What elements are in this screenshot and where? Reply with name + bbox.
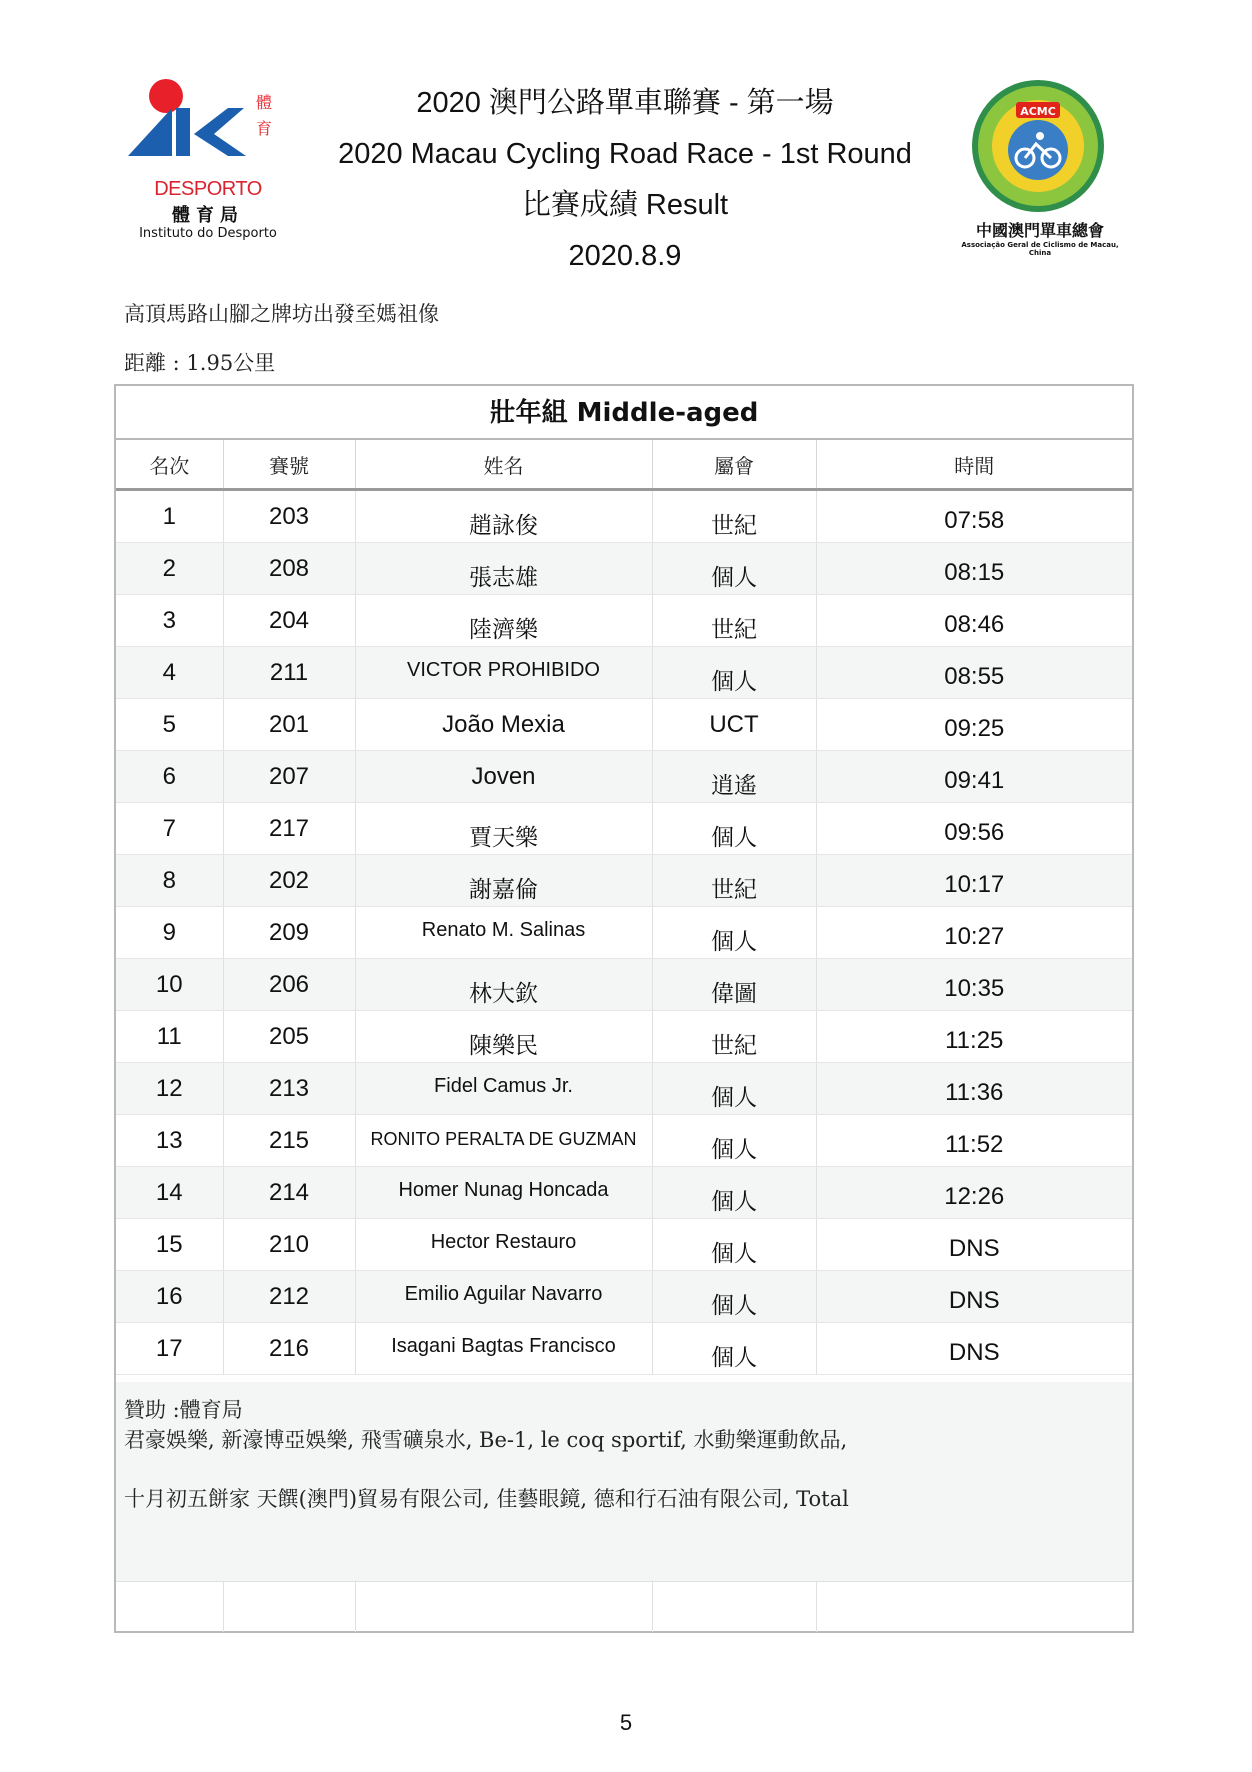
acmc-name-cn: 中國澳門單車總會	[975, 221, 1104, 240]
cell-time: 11:52	[816, 1115, 1132, 1167]
cell-time: 10:35	[816, 959, 1132, 1011]
desporto-logo	[128, 78, 288, 243]
empty-table-row	[116, 1581, 1132, 1632]
cell-club: 世紀	[652, 595, 816, 647]
cell-name: Renato M. Salinas	[355, 907, 652, 959]
cell-name: Hector Restauro	[355, 1219, 652, 1271]
cell-bib: 206	[223, 959, 355, 1011]
desporto-brand-text: DESPORTO	[154, 178, 262, 200]
cell-club: 個人	[652, 907, 816, 959]
cell-time: DNS	[816, 1323, 1132, 1375]
col-header-rank: 名次	[116, 440, 223, 490]
col-header-club: 屬會	[652, 440, 816, 490]
cell-name: 張志雄	[355, 543, 652, 595]
cell-time: 08:55	[816, 647, 1132, 699]
sponsor-section	[116, 1382, 1132, 1581]
logo-vertical-char-2: 育	[256, 119, 273, 138]
table-row	[116, 1063, 1132, 1115]
results-table	[116, 440, 1132, 1375]
desporto-name-pt: Instituto do Desporto	[139, 226, 277, 241]
cell-time: 09:25	[816, 699, 1132, 751]
cell-name: Isagani Bagtas Francisco	[355, 1323, 652, 1375]
acmc-name-pt: Associação Geral de Ciclismo de Macau, China	[961, 241, 1119, 257]
cell-club: UCT	[652, 699, 816, 751]
page-number: 5	[619, 1710, 633, 1735]
cell-club: 逍遙	[652, 751, 816, 803]
cell-name: RONITO PERALTA DE GUZMAN	[355, 1115, 652, 1167]
acmc-logo	[960, 78, 1120, 258]
sponsor-line-1: 贊助 :體育局	[124, 1398, 243, 1422]
cell-name: Joven	[355, 751, 652, 803]
table-row	[116, 1011, 1132, 1063]
cell-time: 08:46	[816, 595, 1132, 647]
cell-bib: 205	[223, 1011, 355, 1063]
cell-time: DNS	[816, 1219, 1132, 1271]
cell-club: 個人	[652, 1115, 816, 1167]
cell-rank: 2	[116, 543, 223, 595]
table-row	[116, 699, 1132, 751]
cell-bib: 201	[223, 699, 355, 751]
table-row	[116, 751, 1132, 803]
cell-club: 世紀	[652, 490, 816, 543]
subtitle: 比賽成績 Result	[521, 189, 729, 221]
title-cn: 2020 澳門公路單車聯賽 - 第一場	[416, 87, 834, 119]
cell-name: 林大欽	[355, 959, 652, 1011]
table-row	[116, 1323, 1132, 1375]
table-row	[116, 647, 1132, 699]
cell-time: 12:26	[816, 1167, 1132, 1219]
empty-cell	[116, 1582, 817, 1632]
table-row	[116, 1115, 1132, 1167]
document-header	[300, 78, 950, 282]
cell-time: 07:58	[816, 490, 1132, 543]
cell-bib: 214	[223, 1167, 355, 1219]
cell-time: 10:17	[816, 855, 1132, 907]
table-row	[116, 803, 1132, 855]
race-distance: 距離 : 1.95公里	[124, 351, 276, 375]
cell-bib: 212	[223, 1271, 355, 1323]
table-row	[116, 595, 1132, 647]
col-header-time: 時間	[816, 440, 1132, 490]
title-en: 2020 Macau Cycling Road Race - 1st Round	[338, 138, 912, 170]
table-row	[116, 1271, 1132, 1323]
cell-time: DNS	[816, 1271, 1132, 1323]
cell-club: 個人	[652, 1063, 816, 1115]
cell-bib: 203	[223, 490, 355, 543]
cell-rank: 15	[116, 1219, 223, 1271]
cell-rank: 3	[116, 595, 223, 647]
cell-club: 個人	[652, 1167, 816, 1219]
cell-rank: 8	[116, 855, 223, 907]
sponsor-line-3: 十月初五餅家 天饌(澳門)貿易有限公司, 佳藝眼鏡, 德和行石油有限公司, Total	[124, 1487, 849, 1511]
race-date: 2020.8.9	[568, 240, 682, 272]
cell-time: 09:41	[816, 751, 1132, 803]
cell-club: 個人	[652, 647, 816, 699]
cell-time: 11:36	[816, 1063, 1132, 1115]
cell-bib: 215	[223, 1115, 355, 1167]
cell-rank: 9	[116, 907, 223, 959]
cell-rank: 1	[116, 490, 223, 543]
cell-club: 世紀	[652, 1011, 816, 1063]
cell-rank: 12	[116, 1063, 223, 1115]
col-header-bib: 賽號	[223, 440, 355, 490]
race-route: 高頂馬路山腳之牌坊出發至媽祖像	[124, 302, 439, 326]
acmc-badge-text: ACMC	[1020, 105, 1056, 118]
table-row	[116, 543, 1132, 595]
cell-time: 09:56	[816, 803, 1132, 855]
cell-name: Emilio Aguilar Navarro	[355, 1271, 652, 1323]
cell-club: 世紀	[652, 855, 816, 907]
cell-club: 個人	[652, 543, 816, 595]
cell-club: 個人	[652, 1219, 816, 1271]
cell-name: 謝嘉倫	[355, 855, 652, 907]
logo-vertical-char-1: 體	[256, 93, 273, 112]
cell-rank: 13	[116, 1115, 223, 1167]
acmc-emblem-icon	[960, 78, 1120, 218]
cell-rank: 6	[116, 751, 223, 803]
cell-rank: 7	[116, 803, 223, 855]
cell-rank: 11	[116, 1011, 223, 1063]
cell-rank: 10	[116, 959, 223, 1011]
table-header-row	[116, 440, 1132, 490]
col-header-name: 姓名	[355, 440, 652, 490]
cell-rank: 5	[116, 699, 223, 751]
cell-time: 11:25	[816, 1011, 1132, 1063]
cell-bib: 216	[223, 1323, 355, 1375]
cell-name: 陳樂民	[355, 1011, 652, 1063]
cell-bib: 210	[223, 1219, 355, 1271]
cell-bib: 208	[223, 543, 355, 595]
cell-rank: 14	[116, 1167, 223, 1219]
cell-bib: 211	[223, 647, 355, 699]
cell-bib: 217	[223, 803, 355, 855]
cell-time: 08:15	[816, 543, 1132, 595]
cell-club: 個人	[652, 1271, 816, 1323]
cell-rank: 4	[116, 647, 223, 699]
cell-club: 偉圖	[652, 959, 816, 1011]
cell-rank: 16	[116, 1271, 223, 1323]
group-title: 壯年組 Middle-aged	[116, 386, 1132, 440]
cell-name: 陸濟樂	[355, 595, 652, 647]
cell-time: 10:27	[816, 907, 1132, 959]
cell-name: VICTOR PROHIBIDO	[355, 647, 652, 699]
table-row	[116, 907, 1132, 959]
table-row	[116, 490, 1132, 543]
desporto-name-cn: 體育局	[172, 205, 244, 226]
cell-name: 趙詠俊	[355, 490, 652, 543]
cell-name: Fidel Camus Jr.	[355, 1063, 652, 1115]
table-row	[116, 1219, 1132, 1271]
cell-rank: 17	[116, 1323, 223, 1375]
desporto-emblem-icon	[128, 78, 288, 178]
cell-bib: 204	[223, 595, 355, 647]
table-row	[116, 855, 1132, 907]
cell-name: 賈天樂	[355, 803, 652, 855]
cell-bib: 207	[223, 751, 355, 803]
cell-bib: 202	[223, 855, 355, 907]
table-row	[116, 1167, 1132, 1219]
table-row	[116, 959, 1132, 1011]
sponsor-line-2: 君豪娛樂, 新濠博亞娛樂, 飛雪礦泉水, Be-1, le coq sportif, 水動樂運動飲品,	[124, 1428, 848, 1452]
cell-club: 個人	[652, 1323, 816, 1375]
cell-bib: 209	[223, 907, 355, 959]
cell-club: 個人	[652, 803, 816, 855]
cell-bib: 213	[223, 1063, 355, 1115]
cell-name: Homer Nunag Honcada	[355, 1167, 652, 1219]
cell-name: João Mexia	[355, 699, 652, 751]
